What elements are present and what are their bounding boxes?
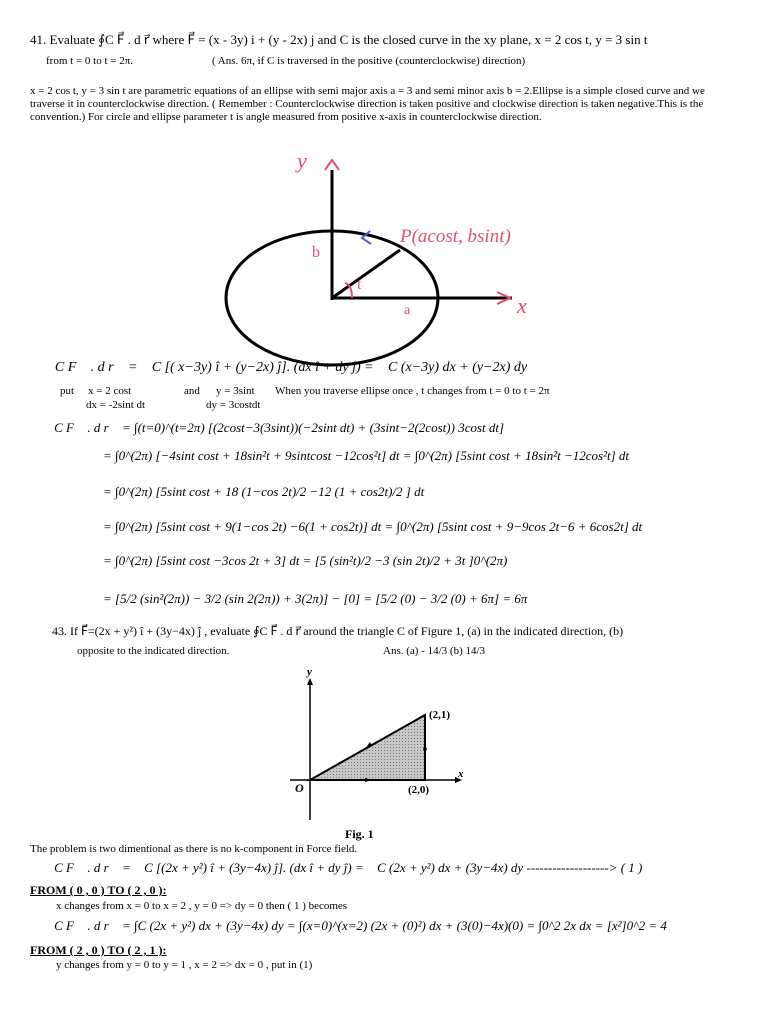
heading-from-20-to-21: FROM ( 2 , 0 ) TO ( 2 , 1 ): [30, 943, 167, 957]
fig41-y-label: y [297, 148, 307, 173]
problem-41-eq1: ∮C F⃗ . d r⃗ = ∮C [( x−3y) î + (y−2x) ĵ]. (dx î + dy ĵ) = ∮C (x−3y) dx + (y−2x) dy [44, 360, 528, 375]
heading-from-00-to-20: FROM ( 0 , 0 ) TO ( 2 , 0 ): [30, 883, 167, 897]
sub-dx: dx = -2sint dt [86, 399, 146, 411]
problem-41-range: from t = 0 to t = 2π. [46, 55, 134, 67]
fig41-b-label: b [312, 244, 320, 261]
problem-43-eq1: ∮C F⃗ . d r⃗ = ∮C [(2x + y²) î + (3y−4x) ĵ]. (dx î + dy ĵ) = ∮C (2x + y²) dx + (3y−4x) dy -------------------> ( 1 ) [44, 860, 643, 875]
sub-and: and [184, 385, 200, 397]
problem-41-answer: ( Ans. 6π, if C is traversed in the positive (counterclockwise) direction) [212, 55, 526, 67]
step-4: = ∫0^(2π) [5sint cost + 9(1−cos 2t) −6(1 + cos2t)] dt = ∫0^(2π) [5sint cost + 9−9cos 2t−6 + 6cos2t] dt [103, 519, 643, 534]
sub-note: When you traverse ellipse once , t changes from t = 0 to t = 2π [275, 385, 550, 397]
problem-41-explanation: x = 2 cos t, y = 3 sin t are parametric equations of an ellipse with semi major axis a = 3 and semi minor axis b = 2.Ellipse is a simple closed curve and we traverse it in counterclockwise direction. ( Remember : Counterclockwise direction is taken positive and clockwise direction is taken negative.This is the convention.) For circle and ellipse parameter t is angle measured from positive x-axis in counterclockwise direction. [30, 85, 705, 123]
step-2: = ∫0^(2π) [−4sint cost + 18sin²t + 9sintcost −12cos²t] dt = ∫0^(2π) [5sint cost + 18sin²t −12cos²t] dt [103, 448, 630, 463]
problem-43-statement: 43. If F⃗=(2x + y²) î + (3y−4x) ĵ , evaluate ∮C F⃗ . d r⃗ around the triangle C of Figure 1, (a) in the indicated direction, (b) [52, 624, 624, 638]
fig1-origin-label: O [295, 781, 304, 795]
fig1-caption: Fig. 1 [345, 827, 374, 841]
step-3: = ∫0^(2π) [5sint cost + 18 (1−cos 2t)/2 −12 (1 + cos2t)/2 ] dt [103, 484, 425, 499]
fig1-point1-label: (2,1) [429, 709, 451, 721]
text-from-00-to-20: x changes from x = 0 to x = 2 , y = 0 => dy = 0 then ( 1 ) becomes [56, 900, 348, 912]
fig41-x-label: x [517, 293, 527, 318]
sub-y: y = 3sint [216, 385, 255, 397]
fig41-t-label: t [357, 276, 362, 293]
fig1-y-label: y [307, 666, 312, 678]
sub-put: put [60, 385, 75, 397]
fig41-point-label: P(acost, bsint) [400, 226, 511, 247]
fig1-point2-label: (2,0) [408, 784, 430, 796]
triangle-y-arrow [307, 678, 313, 685]
text-from-20-to-21: y changes from y = 0 to y = 1 , x = 2 => dx = 0 , put in (1) [56, 959, 313, 971]
step-1: ∮C F⃗ . d r⃗ = ∫(t=0)^(t=2π) [(2cost−3(3sint))(−2sint dt) + (3sint−2(2cost)) 3cost dt] [44, 420, 505, 435]
problem-43-answer: Ans. (a) - 14/3 (b) 14/3 [383, 645, 486, 657]
problem-43-note: The problem is two dimentional as there is no k-component in Force field. [30, 843, 358, 855]
problem-41-statement: 41. Evaluate ∮C F⃗ . d r⃗ where F⃗ = (x - 3y) i + (y - 2x) j and C is the closed curve in the xy plane, x = 2 cos t, y = 3 sin t [30, 32, 648, 47]
step-6: = [5/2 (sin²(2π)) − 3/2 (sin 2(2π)) + 3(2π)] − [0] = [5/2 (0) − 3/2 (0) + 6π] = 6π [103, 591, 528, 606]
step-5: = ∫0^(2π) [5sint cost −3cos 2t + 3] dt = [5 (sin²t)/2 −3 (sin 2t)/2 + 3t ]0^(2π) [103, 553, 508, 568]
sub-x: x = 2 cost [88, 385, 132, 397]
sub-dy: dy = 3costdt [206, 399, 261, 411]
problem-43-statement-2: opposite to the indicated direction. [77, 645, 230, 657]
fig1-x-label: x [458, 768, 464, 780]
problem-43-eq2: ∮C F⃗ . d r⃗ = ∫C (2x + y²) dx + (3y−4x) dy = ∫(x=0)^(x=2) (2x + (0)²) dx + (3(0)−4x)(0) = ∫0^2 2x dx = [x²]0^2 = 4 [44, 918, 667, 933]
fig41-a-label: a [404, 303, 411, 318]
